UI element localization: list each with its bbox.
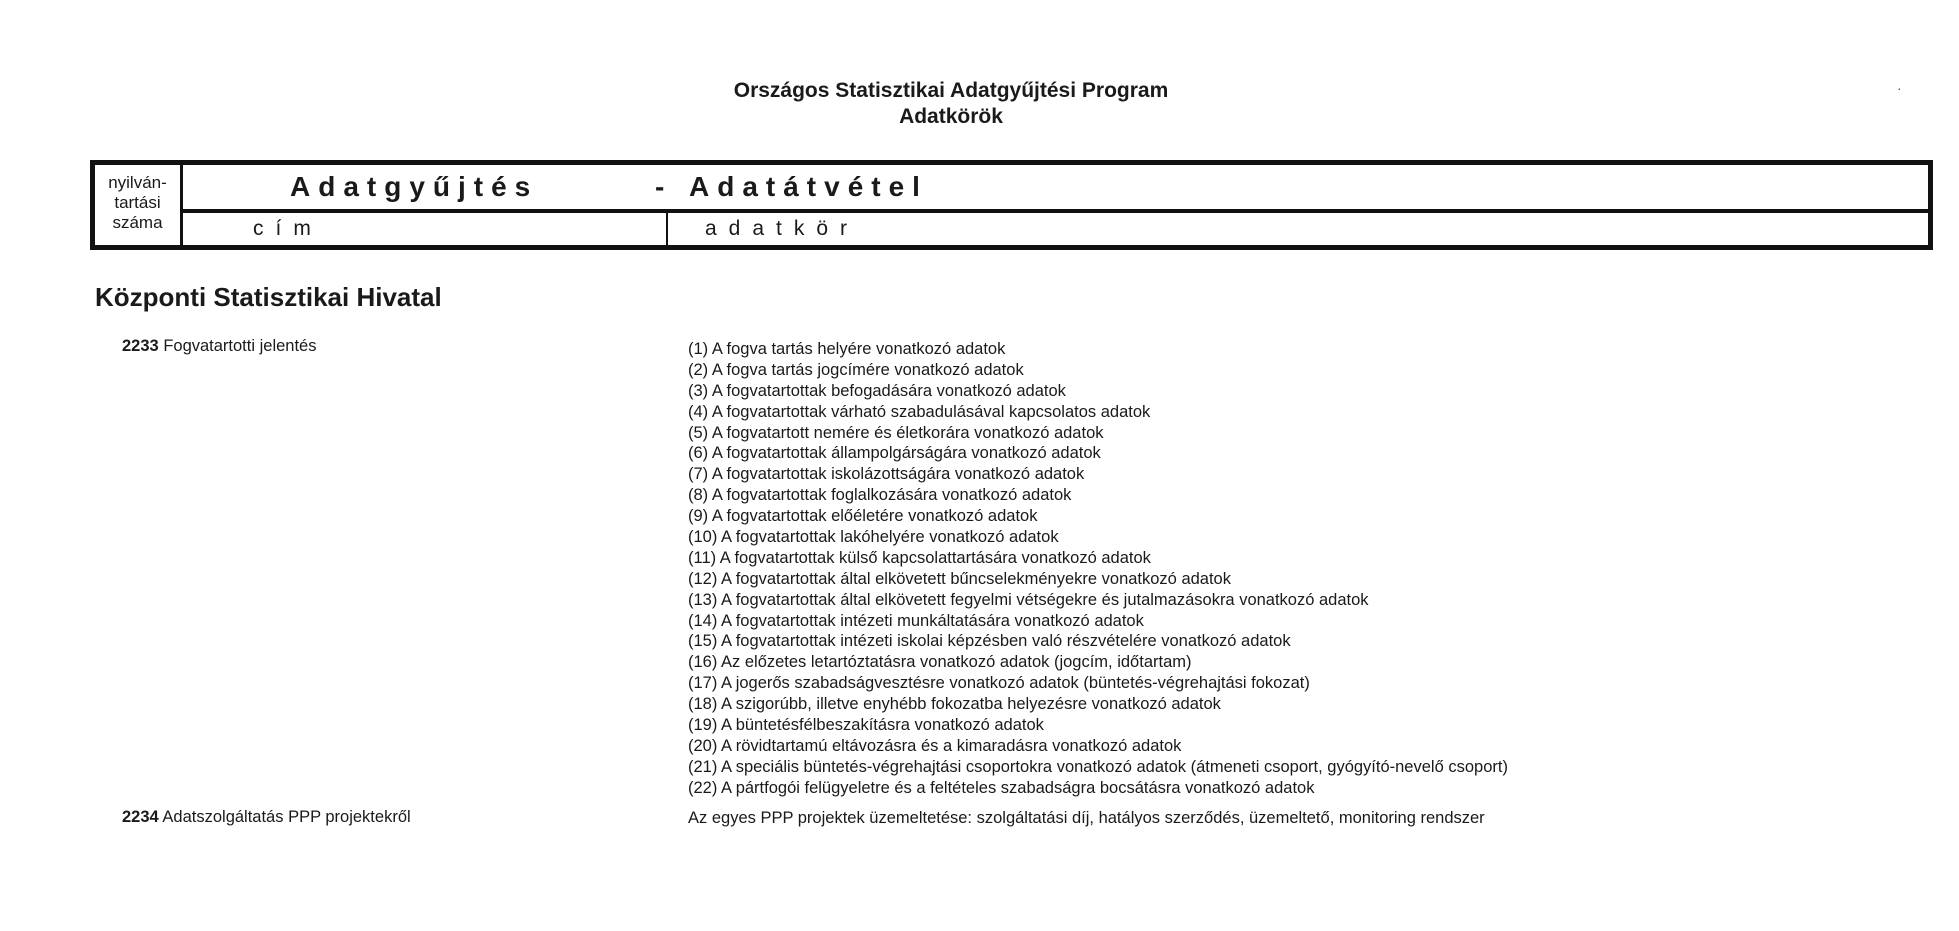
corner-mark: · bbox=[1897, 80, 1902, 96]
list-item: (10) A fogvatartottak lakóhelyére vonatkozó adatok bbox=[688, 528, 1059, 547]
list-item: (2) A fogva tartás jogcímére vonatkozó adatok bbox=[688, 360, 1024, 379]
entry-description: Az egyes PPP projektek üzemeltetése: szolgáltatási díj, hatályos szerződés, üzemeltető, monitoring rendszer bbox=[688, 809, 1485, 827]
entry-number: 2233 bbox=[122, 337, 159, 355]
data-transfer-label: Adatátvétel bbox=[689, 171, 928, 202]
entry-number: 2234 bbox=[122, 808, 159, 826]
list-item: (20) A rövidtartamú eltávozásra és a kimaradásra vonatkozó adatok bbox=[688, 736, 1182, 755]
list-item: (15) A fogvatartottak intézeti iskolai képzésben való részvételére vonatkozó adatok bbox=[688, 632, 1291, 651]
list-item: (1) A fogva tartás helyére vonatkozó adatok bbox=[688, 340, 1006, 358]
list-item: (18) A szigorúbb, illetve enyhébb fokozatba helyezésre vonatkozó adatok bbox=[688, 695, 1221, 714]
column-header-table bbox=[90, 160, 1933, 250]
list-item: (14) A fogvatartottak intézeti munkáltatására vonatkozó adatok bbox=[688, 611, 1144, 630]
list-item: (13) A fogvatartottak által elkövetett fegyelmi vétségekre és jutalmazásokra vonatkozó adatok bbox=[688, 590, 1369, 609]
list-item: (12) A fogvatartottak által elkövetett bűncselekményekre vonatkozó adatok bbox=[688, 569, 1231, 588]
entry-2233 bbox=[122, 337, 316, 356]
list-item: (5) A fogvatartott nemére és életkorára vonatkozó adatok bbox=[688, 423, 1104, 442]
list-item: (17) A jogerős szabadságvesztésre vonatkozó adatok (büntetés-végrehajtási fokozat) bbox=[688, 674, 1310, 693]
reg-label-line-3: száma bbox=[112, 213, 163, 232]
entry-title: Adatszolgáltatás PPP projektekről bbox=[162, 808, 411, 826]
document-title bbox=[0, 78, 1902, 130]
list-item: (9) A fogvatartottak előéletére vonatkozó adatok bbox=[688, 507, 1038, 526]
list-item: (4) A fogvatartottak várható szabadulásával kapcsolatos adatok bbox=[688, 402, 1151, 421]
data-scope-list bbox=[688, 339, 1508, 799]
reg-label-line-2: tartási bbox=[114, 193, 161, 212]
list-item: (7) A fogvatartottak iskolázottságára vonatkozó adatok bbox=[688, 465, 1085, 484]
list-item: (6) A fogvatartottak állampolgárságára vonatkozó adatok bbox=[688, 444, 1101, 463]
header-dash: - bbox=[655, 171, 673, 202]
data-collection-label: Adatgyűjtés bbox=[290, 171, 539, 202]
title-line-1: Országos Statisztikai Adatgyűjtési Program bbox=[733, 79, 1169, 102]
list-item: (19) A büntetésfélbeszakításra vonatkozó adatok bbox=[688, 716, 1044, 735]
list-item: (21) A speciális büntetés-végrehajtási csoportokra vonatkozó adatok (átmeneti csoport, gyógyító-nevelő csoport) bbox=[688, 757, 1508, 776]
list-item: (3) A fogvatartottak befogadására vonatkozó adatok bbox=[688, 381, 1066, 400]
list-item: (11) A fogvatartottak külső kapcsolattartására vonatkozó adatok bbox=[688, 548, 1151, 567]
registration-number-header bbox=[95, 165, 183, 245]
list-item: (8) A fogvatartottak foglalkozására vonatkozó adatok bbox=[688, 486, 1072, 505]
list-item: (22) A pártfogói felügyeletre és a feltételes szabadságra bocsátásra vonatkozó adatok bbox=[688, 778, 1315, 797]
entry-2234 bbox=[122, 808, 411, 827]
title-column-label: cím bbox=[253, 217, 323, 240]
list-item: (16) Az előzetes letartóztatásra vonatkozó adatok (jogcím, időtartam) bbox=[688, 653, 1192, 672]
data-scope-column-label: adatkör bbox=[705, 217, 860, 240]
agency-name: Központi Statisztikai Hivatal bbox=[95, 282, 442, 312]
reg-label-line-1: nyilván- bbox=[108, 173, 167, 192]
title-line-2: Adatkörök bbox=[899, 105, 1003, 128]
entry-title: Fogvatartotti jelentés bbox=[163, 337, 317, 355]
header-divider-vertical bbox=[666, 211, 668, 245]
header-divider-horizontal bbox=[183, 209, 1928, 213]
